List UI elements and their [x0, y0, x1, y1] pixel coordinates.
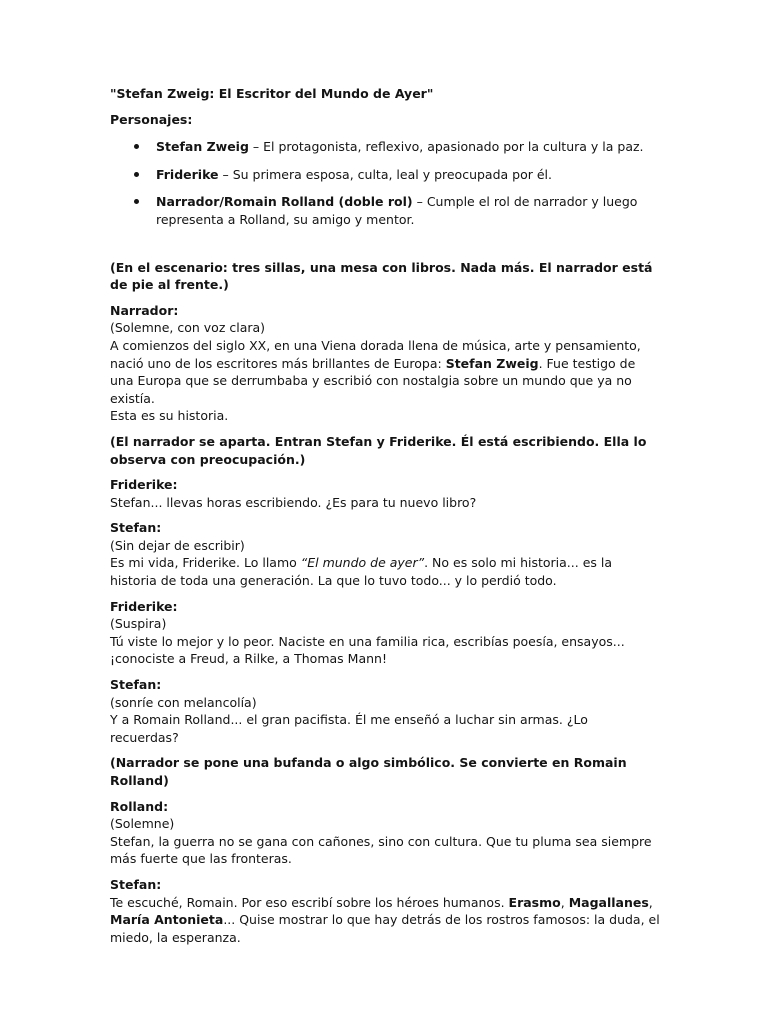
- text-part: . No es solo mi historia... es la historia de toda una generación. La que lo tuvo todo... y lo perdió todo.: [110, 555, 613, 589]
- dialogue-friderike: [110, 476, 660, 511]
- dialogue-text: [110, 337, 660, 407]
- dialogue-narrador: [110, 302, 660, 425]
- direction-text: (Suspira): [110, 616, 167, 632]
- dialogue-text: Y a Romain Rolland... el gran pacifista. Él me enseñó a luchar sin armas. ¿Lo recuerdas?: [110, 712, 588, 745]
- separator: ,: [560, 894, 569, 910]
- separator: ,: [648, 894, 653, 910]
- cast-item: [156, 193, 660, 228]
- text-part: Te escuché, Romain. Por eso escribí sobre los héroes humanos.: [110, 894, 509, 910]
- document-content: [110, 85, 660, 954]
- dialogue-rolland: [110, 798, 660, 868]
- dialogue-stefan: [110, 876, 660, 946]
- direction-text: (Sin dejar de escribir): [110, 537, 245, 553]
- stage-direction: (El narrador se aparta. Entran Stefan y Friderike. Él está escribiendo. Ella lo observa con preocupación.): [110, 433, 647, 467]
- speaker-name: Stefan:: [110, 876, 162, 892]
- speaker-name: Friderike:: [110, 598, 178, 614]
- text-part: ... Quise mostrar lo que hay detrás de los rostros famosos: la duda, el miedo, la esperanza.: [110, 912, 660, 945]
- direction-text: (Solemne, con voz clara): [110, 320, 266, 336]
- speaker-name: Rolland:: [110, 798, 169, 814]
- bold-name: Magallanes: [568, 894, 649, 910]
- stage-direction: (Narrador se pone una bufanda o algo simbólico. Se convierte en Romain Rolland): [110, 755, 627, 788]
- dialogue-text: [110, 554, 660, 589]
- cast-list: [110, 138, 660, 228]
- cast-item: [156, 166, 660, 184]
- speaker-name: Friderike:: [110, 477, 178, 493]
- dialogue-text: Esta es su historia.: [110, 408, 229, 424]
- dialogue-text: [110, 894, 660, 947]
- dialogue-friderike: [110, 598, 660, 668]
- bold-name: Stefan Zweig: [445, 355, 539, 371]
- dialogue-text: Stefan, la guerra no se gana con cañones, sino con cultura. Que tu pluma sea siempre más fuerte que las fronteras.: [110, 833, 652, 867]
- book-title: “El mundo de ayer”: [300, 555, 425, 571]
- direction-text: (sonríe con melancolía): [110, 694, 257, 710]
- cast-item: [156, 138, 660, 156]
- cast-name: Narrador/Romain Rolland (doble rol): [156, 194, 413, 210]
- dialogue-stefan: [110, 676, 660, 746]
- dialogue-text: Stefan... llevas horas escribiendo. ¿Es para tu nuevo libro?: [110, 494, 477, 510]
- direction-text: (Solemne): [110, 816, 175, 832]
- text-part: Es mi vida, Friderike. Lo llamo: [110, 555, 301, 571]
- cast-name: Stefan Zweig: [156, 139, 249, 155]
- document-title: "Stefan Zweig: El Escritor del Mundo de Ayer": [110, 86, 434, 101]
- speaker-name: Narrador:: [110, 302, 179, 318]
- cast-desc: – Cumple el rol de narrador y luego representa a Rolland, su amigo y mentor.: [156, 194, 638, 227]
- spacer: [110, 239, 660, 259]
- dialogue-text: Tú viste lo mejor y lo peor. Naciste en una familia rica, escribías poesía, ensayos... ¡conociste a Freud, a Rilke, a Thomas Mann!: [110, 633, 625, 667]
- cast-name: Friderike: [156, 166, 219, 182]
- bold-name: María Antonieta: [110, 912, 224, 928]
- dialogue-stefan: [110, 519, 660, 589]
- bold-name: Erasmo: [508, 894, 561, 910]
- speaker-name: Stefan:: [110, 677, 162, 693]
- cast-desc: – Su primera esposa, culta, leal y preocupada por él.: [218, 166, 552, 182]
- text-part: . Fue testigo de una Europa que se derrumbaba y escribió con nostalgia sobre un mundo que ya no existía.: [110, 355, 636, 406]
- cast-heading: Personajes:: [110, 111, 193, 127]
- text-part: A comienzos del siglo XX, en una Viena dorada llena de música, arte y pensamiento, nació uno de los escritores más brillantes de Europa:: [110, 337, 641, 371]
- speaker-name: Stefan:: [110, 520, 162, 536]
- stage-direction: (En el escenario: tres sillas, una mesa con libros. Nada más. El narrador está de pie al frente.): [110, 259, 653, 293]
- cast-desc: – El protagonista, reflexivo, apasionado por la cultura y la paz.: [248, 139, 644, 155]
